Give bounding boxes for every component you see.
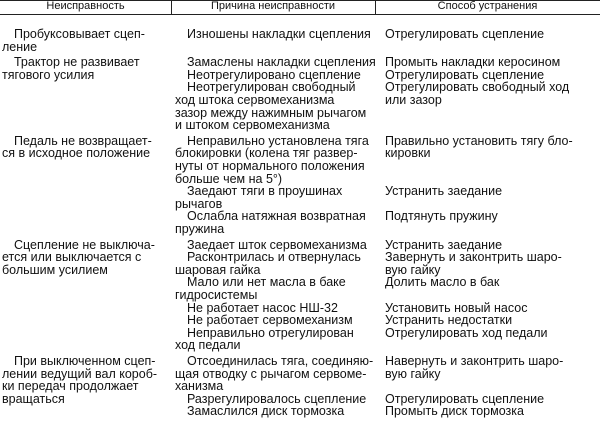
cause-text: ход штока сервомеханизма	[175, 93, 335, 107]
fault-text: лении ведущий вал короб-	[2, 366, 158, 381]
cause-text: нуты от нормального положения	[175, 159, 365, 173]
fault-text: большим усилием	[2, 262, 108, 277]
cause-text: Разрегулировалось сцепление	[187, 391, 367, 406]
fault-text: Трактор не развивает	[14, 55, 140, 70]
remedy-text: Устранить заедание	[385, 184, 503, 199]
remedy-text: Промыть диск тормозка	[385, 404, 524, 419]
header-cause: Причина неисправности	[210, 0, 336, 12]
remedy-text: Промыть накладки керосином	[385, 55, 561, 70]
remedy-text: Устранить заедание	[385, 237, 503, 252]
cause-text: Замаслены накладки сцепления	[187, 55, 376, 70]
fault-text: ся в исходное положение	[2, 146, 151, 161]
fault-text: ление	[2, 39, 38, 54]
fault-text: Педаль не возвращает-	[14, 133, 152, 148]
remedy-text: Устранить недостатки	[385, 313, 513, 328]
fault-text: вращаться	[2, 391, 65, 406]
cause-text: блокировки (колена тяг развер-	[175, 146, 358, 161]
remedy-text: Установить новый насос	[385, 300, 528, 315]
remedy-text: Отрегулировать сцепление	[385, 391, 545, 406]
cause-text: Неправильно установлена тяга	[187, 133, 369, 148]
cause-text: Мало или нет масла в баке	[187, 275, 346, 290]
cause-text: Заедает шток сервомеханизма	[187, 237, 367, 252]
remedy-text: вую гайку	[385, 366, 441, 381]
cause-text: Расконтрилась и отвернулась	[187, 250, 361, 265]
fault-text: Пробуксовывает сцеп-	[14, 27, 145, 41]
remedy-text: Отрегулировать сцепление	[385, 27, 545, 41]
cause-text: Неправильно отрегулирован	[187, 325, 354, 340]
cause-text: рычагов	[175, 196, 223, 211]
remedy-text: Подтянуть пружину	[385, 209, 498, 224]
fault-text: тягового усилия	[2, 67, 95, 82]
cause-text: щая отводку с рычагом сервоме-	[175, 366, 367, 381]
cause-text: гидросистемы	[175, 288, 258, 302]
cause-text: ход педали	[175, 338, 241, 353]
cause-text: зазор между нажимным рычагом	[175, 105, 367, 120]
cause-text: Изношены накладки сцепления	[187, 27, 371, 41]
cause-text: Ослабла натяжная возвратная	[187, 209, 366, 224]
cause-text: Неотрегулировано сцепление	[187, 67, 361, 82]
cause-text: ханизма	[175, 379, 224, 394]
remedy-text: Завернуть и законтрить шаро-	[385, 250, 562, 265]
remedy-text: Правильно установить тягу бло-	[385, 133, 573, 148]
cause-text: Неотрегулирован свободный	[187, 80, 356, 95]
cause-text: пружина	[175, 222, 225, 236]
remedy-text: Навернуть и законтрить шаро-	[385, 354, 564, 368]
cause-text: Не работает сервомеханизм	[187, 313, 353, 328]
remedy-text: вую гайку	[385, 262, 441, 277]
fault-text: Сцепление не выключа-	[14, 237, 155, 252]
cause-text: Отсоединилась тяга, соединяю-	[187, 354, 374, 368]
fault-text: ки передач продолжает	[2, 379, 139, 394]
remedy-text: или зазор	[385, 93, 442, 107]
remedy-text: кировки	[385, 146, 431, 161]
cause-text: шаровая гайка	[175, 262, 261, 277]
remedy-text: Отрегулировать свободный ход	[385, 80, 570, 95]
header-fault: Неисправность	[46, 0, 125, 12]
cause-text: и штоком сервомеханизма	[175, 118, 330, 133]
remedy-text: Отрегулировать ход педали	[385, 325, 548, 340]
cause-text: Заедают тяги в проушинах	[187, 184, 343, 199]
header-bottom-rule	[0, 14, 600, 15]
cause-text: Не работает насос НШ-32	[187, 300, 338, 315]
header-remedy: Способ устранения	[437, 0, 538, 12]
cause-text: больше чем на 5°)	[175, 171, 283, 186]
fault-text: При выключенном сцеп-	[14, 354, 156, 368]
fault-text: ется или выключается с	[2, 250, 142, 265]
remedy-text: Долить масло в бак	[385, 275, 500, 290]
remedy-text: Отрегулировать сцепление	[385, 67, 545, 82]
cause-text: Замаслился диск тормозка	[187, 404, 345, 419]
